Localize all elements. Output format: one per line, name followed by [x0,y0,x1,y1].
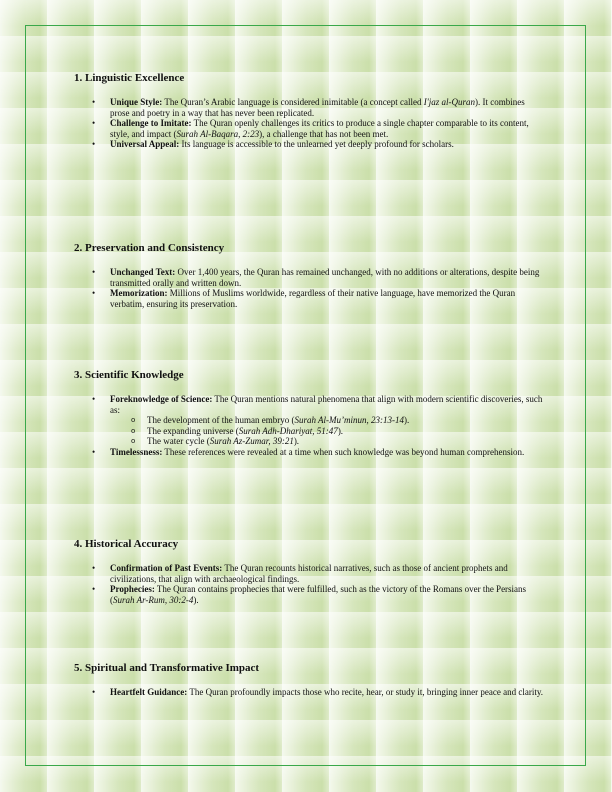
item-citation: Surah Ar-Rum, 30:2-4 [113,594,194,605]
list-item [92,394,544,447]
item-text: ). [193,594,199,605]
item-citation: Surah Az-Zumar, 39:21 [209,436,294,447]
item-text: Millions of Muslims worldwide, regardless of their native language, have memorized the Quran verbatim, ensuring its preservation. [110,288,516,309]
item-text: ), a challenge that has not been met. [259,128,389,139]
list-item [92,97,544,118]
section-spiritual-impact [74,662,543,698]
list-item [92,267,544,288]
section-historical-accuracy [74,538,544,605]
bullet-list [74,563,544,605]
sub-list-item [131,436,544,447]
item-term: Unique Style: [110,97,163,107]
sub-list-item [131,415,544,426]
item-text: ). [337,425,344,436]
item-text: The Quran profoundly impacts those who recite, hear, or study it, bringing inner peace and clarity. [187,687,544,697]
section-heading: 3. Scientific Knowledge [74,369,184,381]
item-text: Over 1,400 years, the Quran has remained unchanged, with no additions or alterations, despite being transmitted orally and written down. [110,267,540,288]
section-heading: 5. Spiritual and Transformative Impact [74,662,260,674]
sub-list-item [131,426,544,437]
item-term: Foreknowledge of Science: [110,394,213,404]
item-text: ). It combines prose and poetry in a way that has never been replicated. [110,97,525,118]
item-term: Prophecies: [110,584,155,595]
list-item [92,563,544,584]
item-term: Heartfelt Guidance: [110,687,188,697]
item-text: The Quran’s Arabic language is considered inimitable (a concept called [162,97,424,107]
list-item [92,118,544,139]
section-preservation [74,242,544,309]
item-term: Confirmation of Past Events: [110,563,223,573]
item-text: ). [293,436,300,447]
item-text: The Quran recounts historical narratives, such as those of ancient prophets and civilizations, that align with archaeological findings. [110,563,508,584]
list-item [92,288,544,309]
list-item [92,139,544,150]
bullet-list [74,97,544,150]
item-term: Unchanged Text: [110,267,176,277]
item-term: Universal Appeal: [110,139,180,150]
section-scientific-knowledge [74,369,544,458]
list-item [92,447,544,458]
section-heading: 1. Linguistic Excellence [74,72,185,84]
item-term: Memorization: [110,288,168,299]
item-citation: I'jaz al-Quran [423,97,475,107]
item-text: The Quran contains prophecies that were fulfilled, such as the victory of the Romans over the Persians ( [110,584,527,605]
list-item [92,687,543,698]
item-term: Timelessness: [110,446,163,457]
item-text: The expanding universe ( [147,425,239,436]
section-heading: 4. Historical Accuracy [74,538,179,550]
bullet-list [74,267,544,309]
section-heading: 2. Preservation and Consistency [74,242,225,254]
bullet-list [74,394,544,458]
item-text: The Quran openly challenges its critics to produce a single chapter comparable to its content, style, and impact ( [110,118,529,139]
bullet-list [74,687,543,698]
list-item [92,584,544,605]
item-citation: Surah Al-Baqara, 2:23 [176,128,260,139]
section-linguistic-excellence [74,72,544,150]
item-text: Its language is accessible to the unlearned yet deeply profound for scholars. [179,139,454,150]
sub-list [110,415,544,447]
item-citation: Surah Al-Mu’minun, 23:13-14 [294,415,405,426]
item-term: Challenge to Imitate: [110,118,192,129]
item-text: The water cycle ( [147,436,210,447]
item-text: ). [404,415,410,426]
item-text: These references were revealed at a time when such knowledge was beyond human comprehension. [162,446,525,457]
item-citation: Surah Adh-Dhariyat, 51:47 [238,425,338,436]
item-text: The development of the human embryo ( [147,415,295,426]
item-text: The Quran mentions natural phenomena that align with modern scientific discoveries, such as: [110,394,543,415]
